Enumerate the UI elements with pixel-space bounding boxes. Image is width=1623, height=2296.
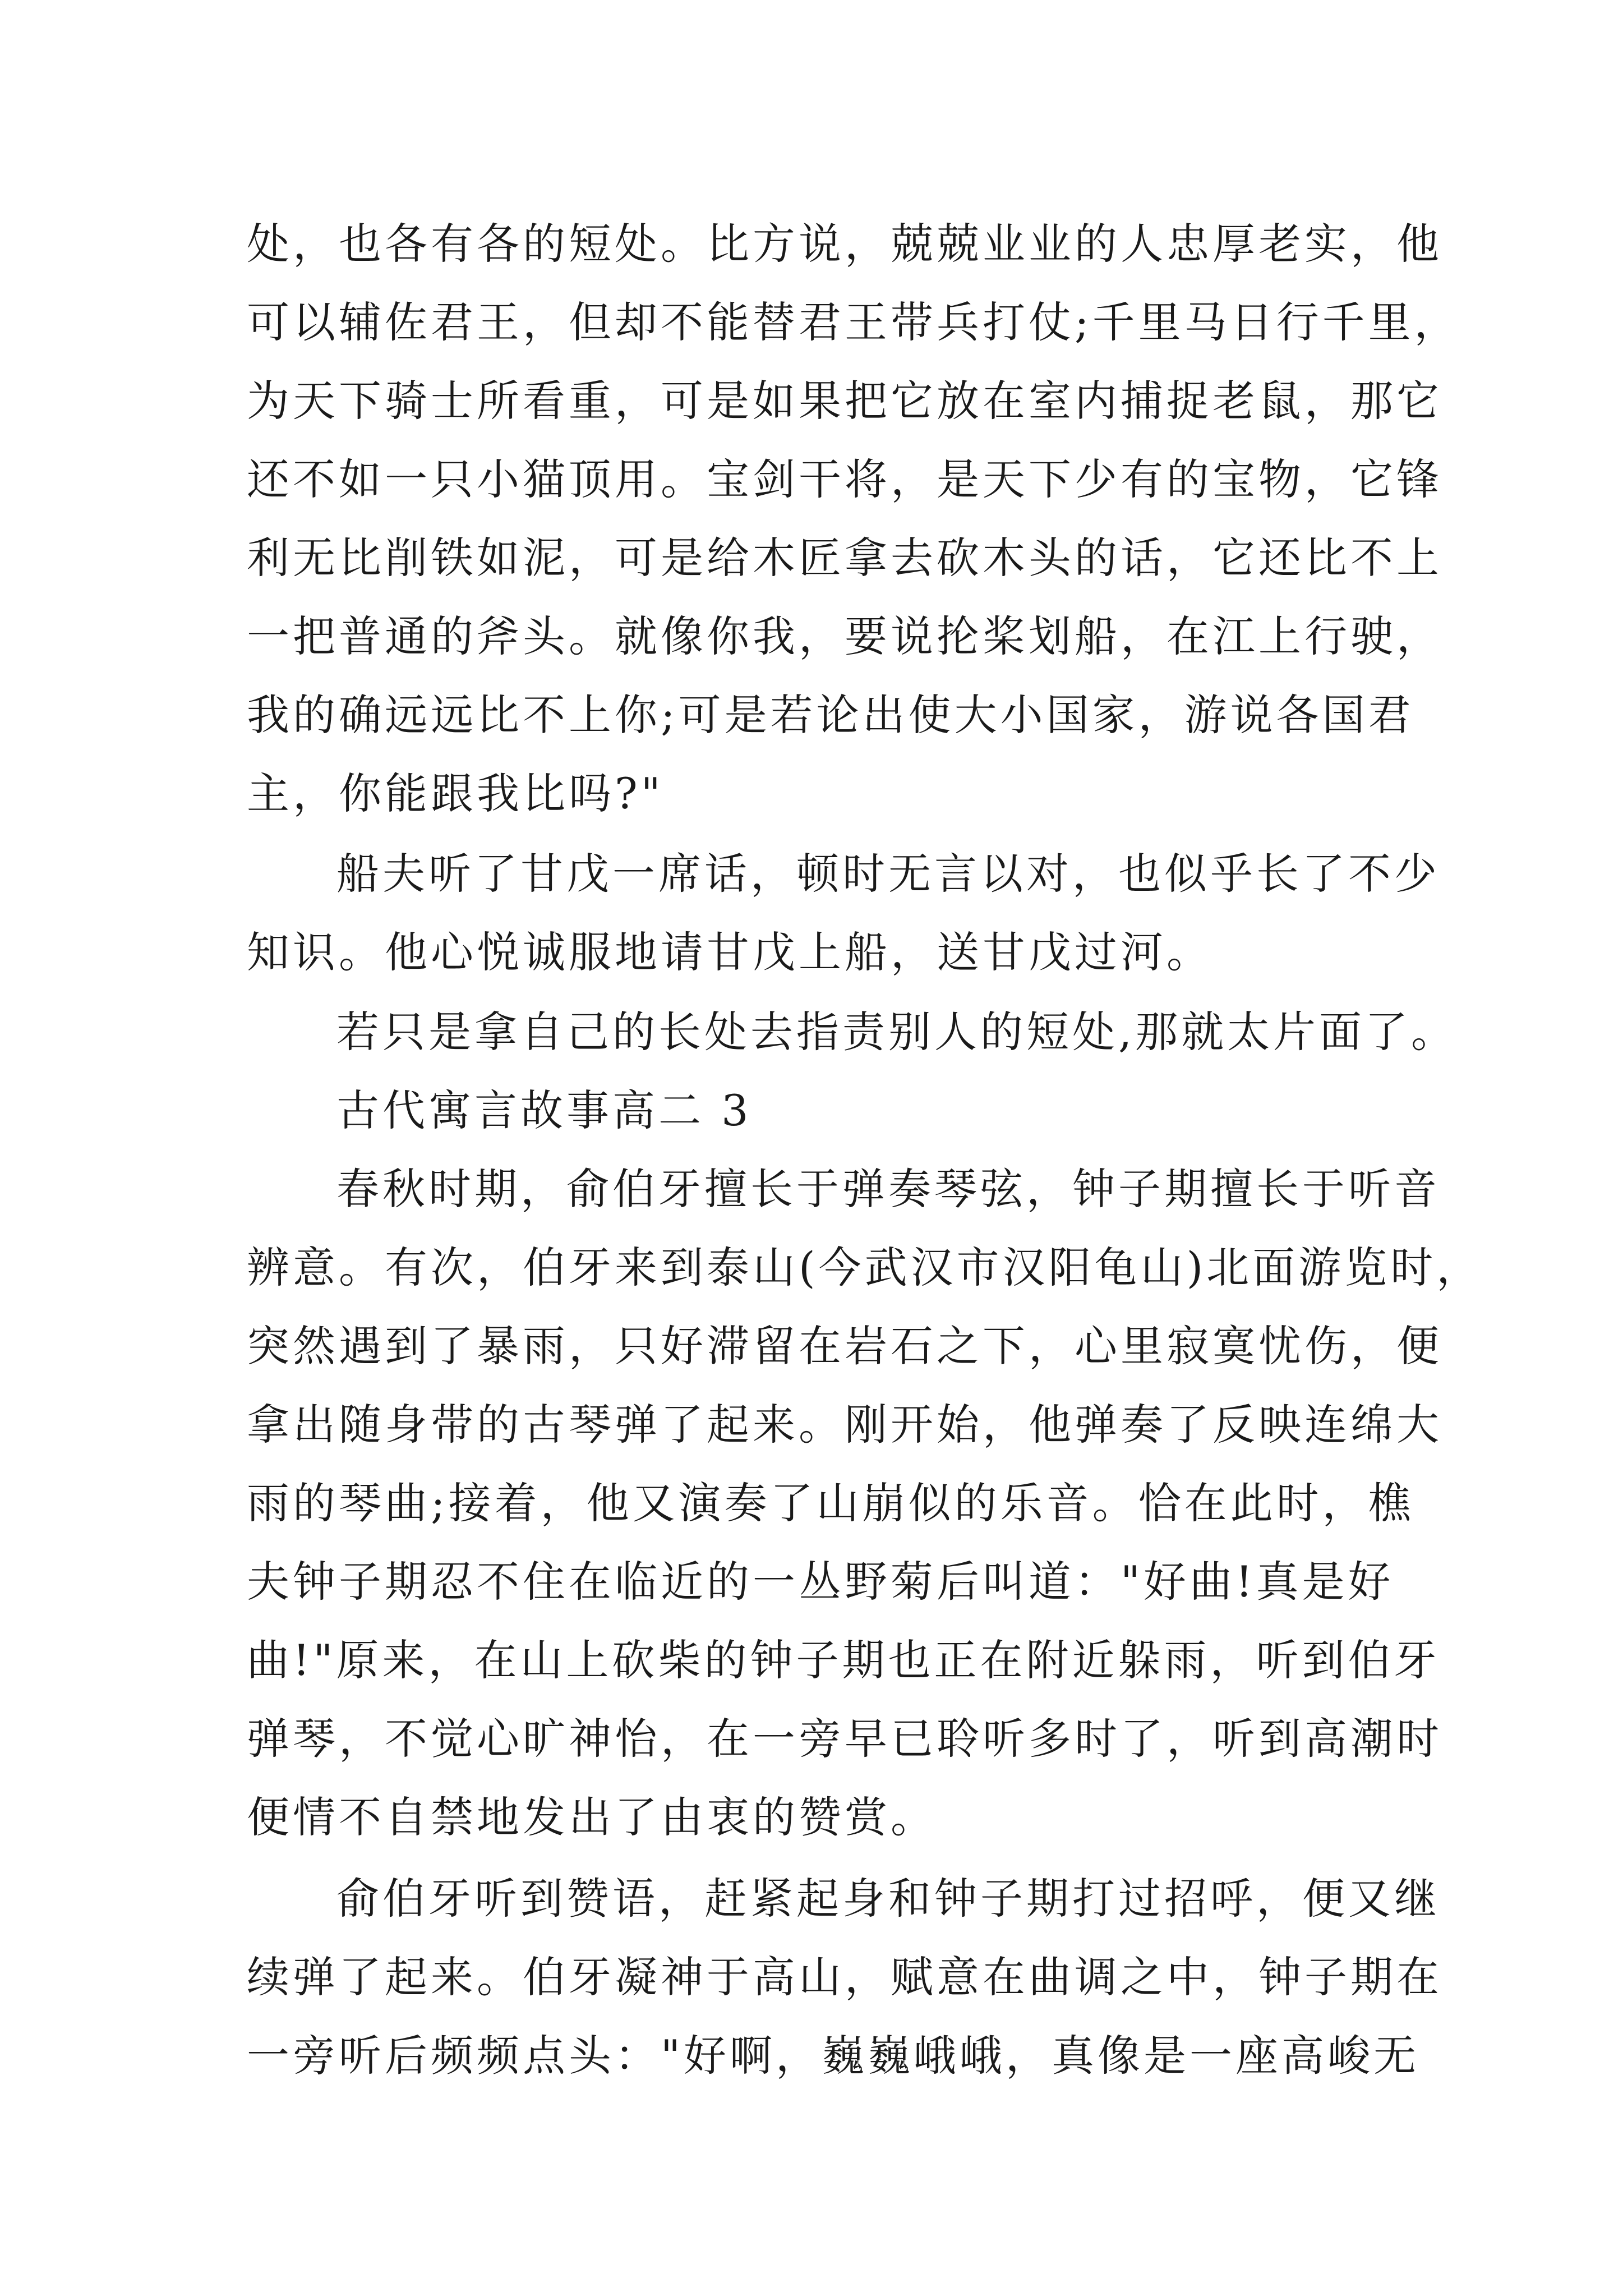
paragraph-start: 春秋时期，俞伯牙擅长于弹奏琴弦，钟子期擅长于听音 (336, 1164, 1440, 1214)
text-line: 雨的琴曲;接着，他又演奏了山崩似的乐音。恰在此时，樵 (247, 1478, 1414, 1528)
text-line: 一旁听后频频点头："好啊，巍巍峨峨，真像是一座高峻无 (247, 2031, 1419, 2081)
text-line: 可以辅佐君王，但却不能替君王带兵打仗;千里马日行千里， (247, 297, 1460, 347)
text-line: 一把普通的斧头。就像你我，要说抡桨划船，在江上行驶， (247, 611, 1442, 661)
text-line: 利无比削铁如泥，可是给木匠拿去砍木头的话，它还比不上 (247, 533, 1442, 583)
section-heading: 古代寓言故事高二 3 (336, 1085, 752, 1135)
text-line: 便情不自禁地发出了由衷的赞赏。 (247, 1792, 937, 1842)
paragraph-start: 俞伯牙听到赞语，赶紧起身和钟子期打过招呼，便又继 (336, 1874, 1440, 1924)
paragraph-start: 船夫听了甘戊一席话，顿时无言以对，也似乎长了不少 (336, 849, 1440, 899)
text-line: 弹琴，不觉心旷神怡，在一旁早已聆听多时了，听到高潮时 (247, 1714, 1442, 1764)
text-line: 拿出随身带的古琴弹了起来。刚开始，他弹奏了反映连绵大 (247, 1400, 1442, 1450)
text-line: 辨意。有次，伯牙来到泰山(今武汉市汉阳龟山)北面游览时， (247, 1243, 1483, 1292)
text-line: 还不如一只小猫顶用。宝剑干将，是天下少有的宝物，它锋 (247, 454, 1442, 504)
text-line: 主，你能跟我比吗?" (247, 769, 664, 818)
paragraph-start: 若只是拿自己的长处去指责别人的短处,那就太片面了。 (336, 1007, 1458, 1057)
text-line: 曲!"原来，在山上砍柴的钟子期也正在附近躲雨，听到伯牙 (247, 1635, 1440, 1685)
text-line: 夫钟子期忍不住在临近的一丛野菊后叫道："好曲!真是好 (247, 1557, 1394, 1607)
text-line: 续弹了起来。伯牙凝神于高山，赋意在曲调之中，钟子期在 (247, 1952, 1442, 2002)
text-line: 突然遇到了暴雨，只好滞留在岩石之下，心里寂寞忧伤，便 (247, 1321, 1442, 1371)
text-line: 为天下骑士所看重，可是如果把它放在室内捕捉老鼠，那它 (247, 376, 1442, 426)
text-line: 处，也各有各的短处。比方说，兢兢业业的人忠厚老实，他 (247, 219, 1442, 269)
text-line: 知识。他心悦诚服地请甘戊上船，送甘戊过河。 (247, 927, 1212, 977)
text-line: 我的确远远比不上你;可是若论出使大小国家，游说各国君 (247, 690, 1414, 740)
